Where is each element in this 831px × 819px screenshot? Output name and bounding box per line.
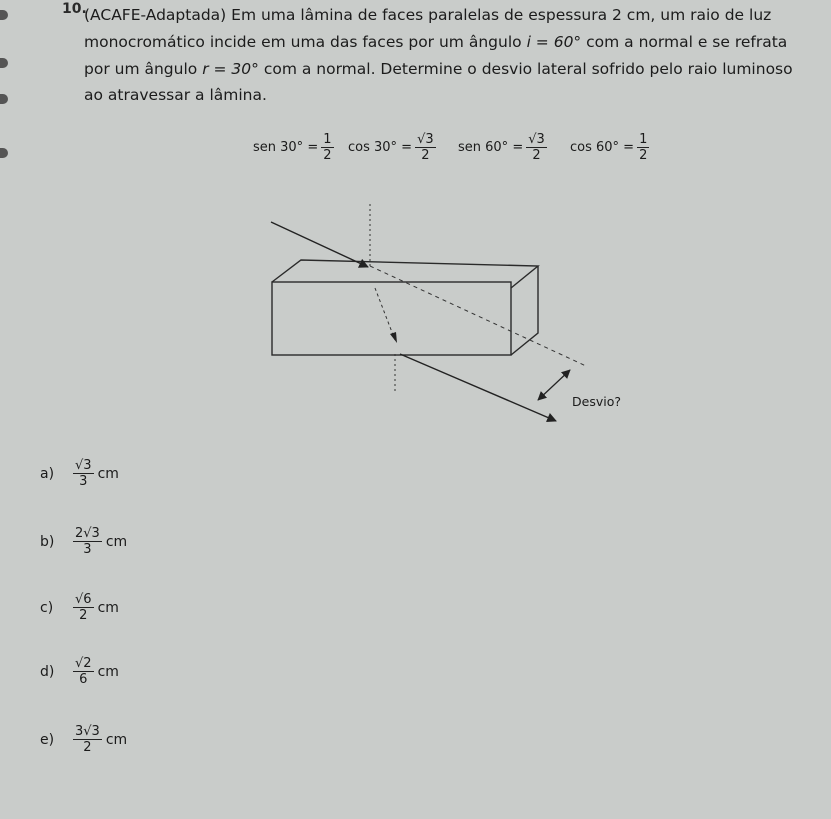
slab-top-face bbox=[272, 260, 538, 288]
option-a[interactable]: a) $\frac{√3}{3}$ cm bbox=[40, 458, 119, 489]
refraction-angle: r = 30° bbox=[202, 60, 259, 78]
line-2-text: monocromático incide em uma das faces por um ângulo bbox=[84, 33, 522, 51]
formula-sen30: sen 30° = $\frac{1}{2}$ bbox=[253, 132, 332, 163]
option-c[interactable]: c) $\frac{√6}{2}$ cm bbox=[40, 592, 119, 623]
question-number: 10. bbox=[62, 1, 87, 17]
refracted-ray-arrowhead bbox=[390, 332, 397, 343]
line-3-text: por um ângulo bbox=[84, 60, 198, 78]
slab-side-face bbox=[511, 266, 538, 355]
question-text-line-1: (ACAFE-Adaptada) Em uma lâmina de faces paralelas de espessura 2 cm, um raio de luz bbox=[84, 6, 772, 24]
glass-slab bbox=[272, 260, 538, 355]
line-2-suffix: com a normal e se refrata bbox=[586, 33, 788, 51]
formula-sen60: sen 60° = $\frac{√3}{2}$ bbox=[458, 132, 545, 163]
incidence-angle: i = 60° bbox=[526, 33, 582, 51]
formula-cos60: cos 60° = $\frac{1}{2}$ bbox=[570, 132, 648, 163]
line-3-suffix: com a normal. Determine o desvio lateral sofrido pelo raio luminoso bbox=[263, 60, 793, 78]
refracted-ray-dashed bbox=[375, 288, 395, 340]
option-b[interactable]: b) $\frac{2√3}{3}$ cm bbox=[40, 526, 128, 557]
ray-extension-dashed bbox=[370, 266, 586, 366]
lateral-deviation-arrow bbox=[538, 370, 570, 400]
formula-cos30: cos 30° = $\frac{√3}{2}$ bbox=[348, 132, 434, 163]
slab-front-face bbox=[272, 282, 511, 355]
deviation-label: Desvio? bbox=[572, 394, 621, 409]
option-e[interactable]: e) $\frac{3√3}{2}$ cm bbox=[40, 724, 128, 755]
option-d[interactable]: d) $\frac{√2}{6}$ cm bbox=[40, 656, 119, 687]
emergent-ray bbox=[400, 354, 556, 421]
question-text-line-4: ao atravessar a lâmina. bbox=[84, 86, 267, 104]
